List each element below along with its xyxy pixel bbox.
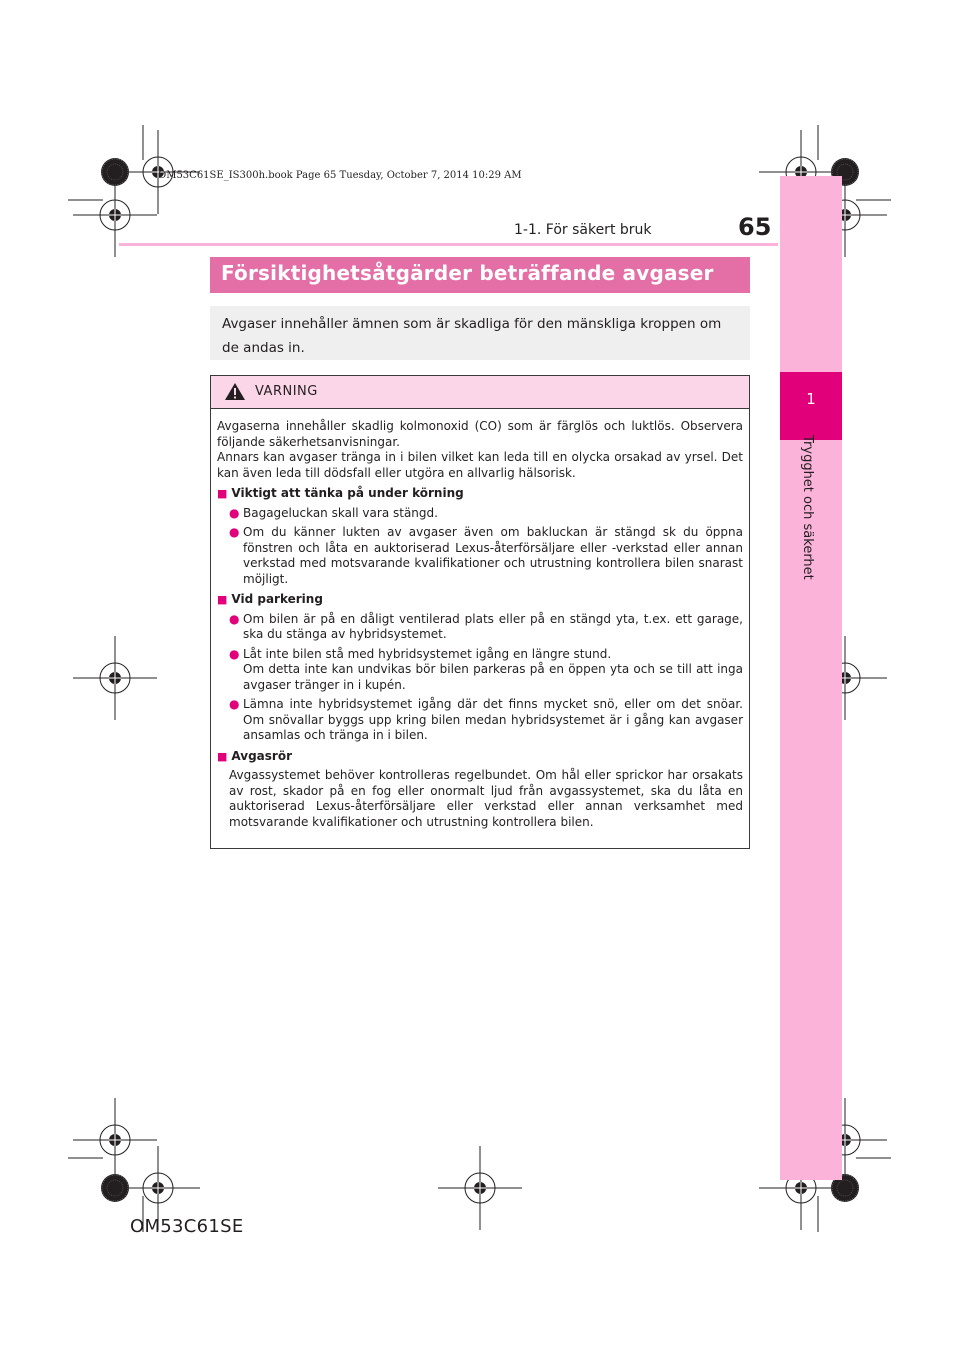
square-bullet-icon: ■ (217, 749, 228, 763)
section-heading-parking: ■ Vid parkering (217, 592, 323, 606)
chapter-number: 1 (806, 390, 816, 408)
warning-paragraph-1: Avgaserna innehåller skadlig kolmonoxid (CO) som är färglös och luktlös. Observera följande säkerhetsanvisningar. (217, 419, 743, 449)
page-title: Försiktighetsåtgärder beträffande avgaser (221, 261, 714, 285)
page-title-bar (210, 257, 750, 293)
warning-box (210, 375, 750, 849)
square-bullet-icon: ■ (217, 593, 228, 606)
dot-bullet-icon: ● (229, 525, 240, 539)
square-bullet-icon: ■ (217, 487, 228, 500)
dot-bullet-icon: ● (229, 505, 240, 520)
section-heading-exhaust: ■ Avgasrör (217, 748, 292, 763)
file-stamp: OM53C61SE_IS300h.book Page 65 Tuesday, October 7, 2014 10:29 AM (158, 170, 522, 181)
list-item: ● Låt inte bilen stå med hybridsystemet igång en längre stund. Om detta inte kan undvikas bör bilen parkeras på en öppen yta och se till att inga avgaser tränger in i kupén. (229, 646, 743, 692)
list-item-continuation: Om detta inte kan undvikas bör bilen parkeras på en öppen yta och se till att inga avgaser tränger in i kupén. (243, 662, 743, 692)
list-item: ● Bagageluckan skall vara stängd. (229, 505, 438, 520)
chapter-number-tab (780, 372, 842, 440)
chapter-title-vertical (797, 435, 821, 595)
intro-text: Avgaser innehåller ämnen som är skadliga för den mänskliga kroppen om de andas in. (222, 316, 722, 356)
warning-paragraph-2: Annars kan avgaser tränga in i bilen vilket kan leda till en olycka orsakad av yrsel. Det kan även leda till dödsfall eller utgöra en allvarlig hälsorisk. (217, 450, 743, 480)
chapter-side-tab (780, 176, 842, 1180)
warning-body (211, 409, 749, 830)
dot-bullet-icon: ● (229, 646, 240, 661)
list-item: ● Om du känner lukten av avgaser även om bakluckan är stängd sk du öppna fönstren och låta en auktoriserad Lexus-återförsäljare eller -verkstad eller annan verkstad med motsvarande kvalifikationer och utrustning kontrollera bilen snarast möjligt. (229, 525, 743, 586)
page-number: 65 (738, 213, 772, 241)
list-item: ● Om bilen är på en dåligt ventilerad plats eller på en stängd yta, t.ex. ett garage, ska du stänga av hybridsystemet. (229, 611, 743, 641)
warning-header (211, 376, 749, 409)
warning-triangle-icon (224, 382, 246, 401)
intro-box (210, 306, 750, 360)
exhaust-text: Avgassystemet behöver kontrolleras regelbundet. Om hål eller sprickor har orsakats av rost, skador på en fog eller onormalt ljud från avgassystemet, ska du låta en auktoriserad Lexus-återförsäljare eller verkstad eller annan verksamhet med motsvarande kvalifikationer och utrustning kontrollera bilen. (229, 768, 743, 829)
warning-label: VARNING (255, 384, 318, 399)
manual-code: OM53C61SE (130, 1216, 244, 1237)
chapter-title: Trygghet och säkerhet (800, 435, 815, 580)
section-heading-driving: ■ Viktigt att tänka på under körning (217, 486, 464, 500)
list-item: ● Lämna inte hybridsystemet igång där det finns mycket snö, eller om det snöar. Om snövallar byggs upp kring bilen medan hybridsystemet är i gång kan avgaser ansamlas och tränga in i bilen. (229, 697, 743, 742)
header-rule (119, 243, 778, 246)
header-section-title: 1-1. För säkert bruk (514, 222, 652, 238)
dot-bullet-icon: ● (229, 611, 240, 626)
dot-bullet-icon: ● (229, 697, 240, 711)
